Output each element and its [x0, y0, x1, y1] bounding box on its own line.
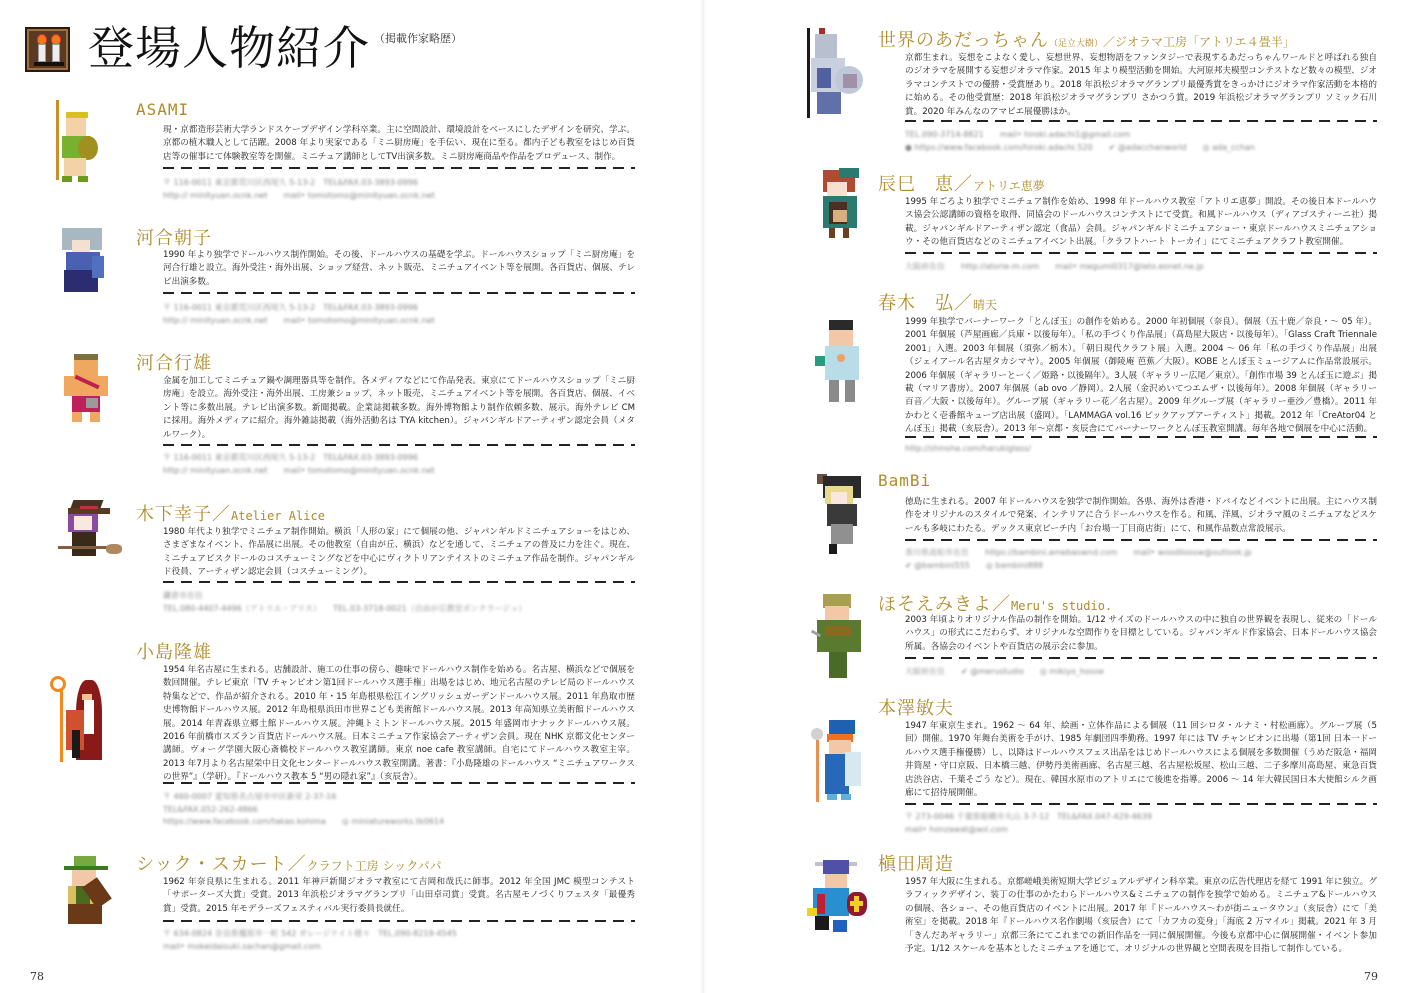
dashed-divider [905, 120, 1377, 122]
knight-pixel-avatar [803, 28, 873, 118]
artist-contact [163, 452, 435, 477]
right-page [703, 0, 1406, 993]
artist-contact [905, 547, 1252, 572]
artist-name-line [136, 500, 325, 526]
artist-contact [163, 590, 526, 615]
flame-icon [38, 35, 46, 44]
studio-name: クラフト工房 シックパパ [306, 859, 442, 873]
contact-line: 〒 116-0011 東京都荒川区西尾久 5-13-2 TEL&FAX.03-3893-0996 [163, 453, 418, 462]
page-number-right: 79 [1364, 970, 1378, 983]
contact-line: ● https://www.facebook.com/hiroki.adachi.520 ✔ @adacchanworld ◎ ada_cchan [905, 142, 1255, 152]
artist-name: 小島隆雄 [136, 642, 212, 663]
contact-line: 〒 460-0007 愛知県名古屋市中区新栄 2-37-16 [163, 792, 337, 801]
dashed-divider [905, 436, 1377, 438]
candle-icon [38, 44, 46, 62]
artist-bio: 金属を加工してミニチュア鍋や調理器具等を制作。各メディアなどにて作品発表。東京にてドールハウスショップ「ミニ厨房庵」を設立。海外受注・海外出展、工房兼ショップ、ネット販売、ミニチュアイベント等を展開。各百貨店、個展、イベント等に多数出展。テレビ出演多数。新聞掲載。企業誌掲載多数。海外博物館より制作依頼多数、展示。海外テレビ CM に採用。海外メディアに紹介。海外雑誌掲載（海外活動名は TYA kitchen）。ジャパンギルドアーティザン認定会員（メタルワーク）。 [163, 376, 635, 440]
artist-name: 本澤敏夫 [878, 698, 954, 719]
contact-line: 〒 273-0046 千葉県船橋市丸山 3-7-12 TEL&FAX.047-429-4639 [905, 812, 1152, 821]
artist-name-line [136, 224, 212, 250]
dashed-divider [163, 167, 635, 169]
artist-bio: 1990 年より独学でドールハウス制作開始。その後、ドールハウスの基礎を学ぶ。ドールハウスショップ「ミニ厨房庵」を河合行雄と設立。海外受注・海外出展、ショップ経営、ネット販売、ミニチュアイベント等を展開。各百貨店、個展、テレビ出演多数。 [163, 250, 635, 287]
page-number-left: 78 [30, 970, 44, 983]
elf-pixel-avatar [811, 592, 881, 682]
studio-name: Meru's studio. [1011, 599, 1113, 613]
artist-name-line [878, 694, 954, 720]
contact-line: 鎌倉市在住 [163, 591, 203, 600]
contact-line: TEL.080-4407-4496（アトリエ・アリス） TEL.03-3718-0021（自由が丘教室ボンクラージュ） [163, 603, 527, 613]
artist-name-line [878, 471, 931, 490]
artist-name-line [878, 289, 997, 315]
dashed-divider [163, 444, 635, 446]
artist-bio: 1980 年代より独学でミニチュア制作開始。横浜「人形の家」にて個展の他、ジャパンギルドミニチュアショーをはじめ、さまざまなイベント、作品展に出展。その他教室（自由が丘、横浜）などを通して、ミニチュアの普及に力を注ぐ。現在、ミニチュアビスクドールのコスチューミングなどを中心にヴィクトリアンテイストのミニチュア作品を制作。ジャパンギルド役員、アーティザン認定会員（コスチューミング）。 [163, 527, 635, 578]
flame-icon [52, 35, 60, 44]
candle-icon [52, 44, 60, 62]
contact-line: http:// minityuan.ocnk.net mail• tomotomo@minityuan.ocnk.net [163, 465, 435, 475]
artist-name: 辰巳 恵／ [878, 174, 973, 195]
artist-name: 世界のあだっちゃん [878, 30, 1049, 51]
contact-line: https://www.facebook.com/takao.kohima ◎ miniatureworks.tk0614 [163, 817, 445, 826]
artist-name: 河合朝子 [136, 228, 212, 249]
fighter-pixel-avatar [62, 354, 132, 444]
artist-name: シック・スカート／ [136, 854, 307, 875]
artist-contact [905, 811, 1152, 836]
studio-name: 晴天 [973, 298, 998, 312]
priest-pixel-avatar [811, 720, 881, 810]
artist-bio: 1995 年ごろより独学でミニチュア制作を始め、1998 年ドールハウス教室「アトリエ恵夢」開設。その後日本ドールハウス協会公認講師の資格を取得、同協会のドールハウスコンテストにて受賞。和風ドールハウス（ディアゴスティーニ社）掲載。ジャパンギルドアーティザン認定（食品）会員。ジャパンギルドミニチュアショー・東京ドールハウスミニチュアショウ・その他百貨店などのミニチュアイベント出展。「クラフトハート トーカイ」にてミニチュアクラフト教室開催。 [905, 197, 1377, 248]
artist-contact [163, 791, 444, 829]
dashed-divider [905, 803, 1377, 805]
page-title: 登場人物紹介 [88, 21, 370, 75]
contact-line: TEL&FAX.052-262-4866 [163, 804, 258, 814]
dashed-divider [905, 657, 1377, 659]
artist-name: ASAMI [136, 100, 190, 119]
artist-bio: 2003 年頃よりオリジナル作品の制作を開始。1/12 サイズのドールハウスの中に独自の世界観を表現し、従来の「ドールハウス」の形式にこだわらず、オリジナルな空間作りを目標としている。ジャパンギルド作家協会、日本ドールハウス協会所属。各協会のイベントや百貨店の展示会に参加。 [905, 615, 1377, 652]
adventurer-girl-pixel-avatar [811, 168, 881, 258]
studio-name: ／ジオラマ工房「アトリエ４畳半」 [1103, 35, 1295, 49]
artist-bio: 1962 年奈良県に生まれる。2011 年神戸新聞ジオラマ教室にて吉岡和哉氏に師事。2012 年全国 JMC 模型コンテスト「サポーターズ大賞」受賞。2013 年浜松ジオラマグランプリ「山田卓司賞」受賞。名古屋モノづくりフェスタ「最優秀賞」受賞。2015 年モデラーズフェスティバル実行委員長就任。 [163, 877, 635, 914]
contact-line: TEL.090-3714-8821 mail• hiroki.adachi1@gmail.com [905, 130, 1131, 139]
artist-name: BamBi [878, 471, 932, 490]
contact-line: 〒 116-0011 東京都荒川区西尾久 5-13-2 TEL&FAX.03-3893-0996 [163, 178, 418, 187]
artist-name-line [878, 26, 1295, 52]
artist-name: 春木 弘／ [878, 293, 973, 314]
artist-bio: 徳島に生まれる。2007 年ドールハウスを独学で制作開始。各県、海外は香港・ドバイなどイベントに出展。主にハウス制作をオリジナルのスタイルで発案、インテリアに合うドールハウスを作る。和風、洋風、ジオラマ風のミニチュアなどスケールも多岐にわたる。デックス東京ビーチ内「お台場一丁目商店街」にて、和風作品数点常設展示。 [905, 497, 1377, 534]
artist-name-line [878, 850, 954, 876]
artist-bio: 現・京都造形芸術大学ランドスケープデザイン学科卒業。主に空間設計、環境設計をベースにしたデザインを研究、学ぶ。京都の植木職人として活躍。2008 年より実家である「ミニ厨房庵」を手伝い、現在に至る。都内子ども教室をはじめ百貨店等の催事にて体験教室等を開催。ミニチュア講師としてTV出演多数。ミニ厨房庵商品や作品をプロデュース、制作。 [163, 125, 635, 162]
artist-real-name: （足立大樹） [1049, 39, 1104, 49]
mage-girl-pixel-avatar [52, 226, 122, 316]
studio-name: アトリエ恵夢 [973, 179, 1045, 193]
blonde-girl-pixel-avatar [815, 472, 885, 562]
contact-line: 〒 116-0011 東京都荒川区西尾久 5-13-2 TEL&FAX.03-3893-0996 [163, 303, 418, 312]
artist-name: 河合行雄 [136, 353, 212, 374]
artist-contact [163, 177, 435, 202]
contact-line: 〒 634-0824 奈良県橿原市一町 542 ガレージケイト様々 TEL.090-8219-4545 [163, 929, 457, 938]
witch-pixel-avatar [54, 500, 124, 590]
studio-name: Atelier Alice [231, 509, 325, 523]
dashed-divider [163, 782, 635, 784]
artist-name-line [136, 850, 442, 876]
artist-contact [163, 928, 457, 953]
contact-line: ✔ @bambini555 ◎ bambini888 [905, 560, 1044, 570]
contact-line: http:// minityuan.ocnk.net mail• tomotomo@minityuan.ocnk.net [163, 190, 435, 200]
artist-contact [905, 666, 1104, 679]
artist-bio: 京都生まれ。妄想をこよなく愛し、妄想世界、妄想物語をファンタジーで表現するあだっちゃんワールドと呼ばれる独自のジオラマを展開する妄想ジオラマ作家。2015 年より模型活動を開始。大河原邦夫模型コンテストなど数々の模型、ジオラマコンテストでの優勝・受賞歴あり。2018 年浜松ジオラマグランプリ最優秀賞をきっかけにジオラマ作家活動を本格的に始める。その他受賞歴：2018 年浜松ジオラマグランプリ さかつう賞。2019 年浜松ジオラマグランプリ ソミック石川賞。2020 年みんなのアマビエ展優勝ほか。 [905, 53, 1377, 117]
artist-name-line [136, 100, 189, 119]
dashed-divider [905, 539, 1377, 541]
artist-name: ほそえみきよ／ [878, 594, 1011, 615]
artist-name-line [136, 349, 212, 375]
contact-line: http:// minityuan.ocnk.net mail• tomotomo@minityuan.ocnk.net [163, 315, 435, 325]
artist-name: 木下幸子／ [136, 504, 231, 525]
contact-line: http://shinsha.com/harukiglass/ [905, 444, 1031, 453]
dashed-divider [163, 292, 635, 294]
artist-name: 槇田周造 [878, 854, 954, 875]
artist-contact [905, 129, 1255, 154]
artist-bio: 1954 年名古屋に生まれる。店舗設計、施工の仕事の傍ら、趣味でドールハウス制作を始める。名古屋、横浜などで個展を数回開催。テレビ東京「TV チャンピオン第1回ドールハウス選手権」出場をはじめ、地元名古屋のテレビ局のドールハウス特集などで、作品が紹介される。2010 年・15 年島根県松江イングリッシュガーデンドールハウス展。2011 年鳥取市歴史博物館ドールハウス展。2012 年島根県浜田市世界こども美術館ドールハウス展。2013 年高知県立美術館ドールハウス展。2014 年青森県立郷土館ドールハウス展。沖縄トミトンドールハウス展。2015 年盛岡市ナナックドールハウス展。2016 年前橋市スズラン百貨店ドールハウス展。日本ミニチュア作家協会アーティザン会員。現在 NHK 京都文化センター講師。ヴォーグ学園大阪心斎橋校ドールハウス教室講師。東京 noe cafe 教室講師。自宅にてドールハウス教室主宰。2013 年7月より名古屋栄中日文化センタードールハウス教室開講。著書：『小島隆雄のドールハウス “ミニチュアワークスの世界”』（学研）。『ドールハウス教本 5 “男の隠れ家”』（亥辰舎）。 [163, 665, 635, 783]
contact-line: 大阪府在住 ✔ @merustudio ◎ mikiyo_hosoe [905, 667, 1104, 676]
artist-name-line [878, 170, 1045, 196]
contact-line: mail• mokeidaisuki.sachan@gmail.com [163, 941, 321, 951]
candles-icon [25, 27, 70, 72]
contact-line: 香川県高松市在住 https://bambini.amebaownd.com mail• woodlioosw@outlook.jp [905, 548, 1252, 557]
dashed-divider [163, 581, 635, 583]
page-subtitle: （掲載作家略歴） [374, 32, 462, 45]
page-header [25, 21, 462, 75]
wizard-pixel-avatar [46, 674, 116, 770]
artist-name-line [136, 638, 212, 664]
artist-contact [163, 302, 435, 327]
artist-name-line [878, 590, 1112, 616]
warrior-girl-pixel-avatar [48, 100, 118, 190]
contact-line: mail• honzawat@aol.com [905, 824, 1008, 834]
ranger-pixel-avatar [58, 856, 128, 946]
artist-contact [905, 443, 1031, 456]
artist-bio: 1999 年独学でバーナーワーク「とんぼ玉」の創作を始める。2000 年初個展（奈良）。個展（五十鹿／奈良・～ 05 年）。2001 年個展（芦屋画廊／兵庫・以後毎年）。「私の手づくり作品展」（髙島屋大阪店・以後毎年）。「Glass Craft Triennale 2001」入選。2003 年個展（須弥／栃木）。「朝日現代クラフト展」入選。2004 ～ 06 年「私の手づくり作品展」出展（ジェイアール名古屋タカシマヤ）。2005 年個展（御陵庵 芭蕉／大阪）。KOBE とんぼ玉ミュージアムに作品常設展示。2006 年個展（ギャラリーとーく／姫路・以後隔年）。3人展（ギャラリー広尾／東京）。「創作市場 39 とんぼ玉に遊ぶ」掲載（マリア書房）。2007 年個展（ab ovo ／静岡）。2人展（金沢めいてつエムザ・以後毎年）。2008 年個展（ギャラリー百音／大阪・以後毎年）。グループ展（ギャラリー花／名古屋）。2009 年グループ展（ギャラリー亜沙／豊橋）。2011 年かわとく壱番館キューブ店出展（盛岡）。「LAMMAGA vol.16 ピックアップアーティスト」掲載。2012 年「CreAtor04 とんぼ玉」掲載（亥辰舎）。2013 年～京都・亥辰舎にてバーナーワークとんぼ玉教室開講。毎年各地で個展を中心に活動。 [905, 317, 1377, 435]
candle-base [34, 62, 64, 66]
hero-pixel-avatar [807, 860, 877, 950]
contact-line: 大阪府在住 http://atorie-m.com mail• megumi0317@lato.eonet.ne.jp [905, 262, 1204, 271]
scientist-pixel-avatar [811, 318, 881, 408]
artist-bio: 1957 年大阪に生まれる。京都嵯峨美術短期大学ビジュアルデザイン科卒業。東京の広告代理店を経て 1991 年に独立。グラフィックデザイン、装丁の仕事のかたわらドールハウス&ミニチュアの制作を独学で始める。ミニチュア&ドールハウスの個展、各ショー、その他百貨店のイベントに出展。2017 年『ドールハウス～わが街ニュータウン』（亥辰舎）にて「美術室」を掲載。2018 年『ドールハウス名作劇場（亥辰舎）にて「カフカの変身」「海底 2 万マイル」掲載。2021 年 3 月「きんだあギャラリー」京都三条にてこれまでの新旧作品を一同に個展開催。今後も京都中心に個展開催・イベント参加予定。1/12 スケールを基本としたミニチュアを通じて、オリジナルの世界観と空間表現を目指して制作している。 [905, 877, 1377, 955]
dashed-divider [905, 252, 1377, 254]
artist-contact [905, 261, 1204, 274]
artist-bio: 1947 年東京生まれ。1962 ～ 64 年、絵画・立体作品による個展（11 回シロタ・ルナミ・村松画廊）。グループ展（5 回）開催。1970 年舞台美術を手がけ、1985 年劇団四季勤務。1997 年には TV チャンピオンに出場（第1回 日本一ドールハウス選手権優勝）し、以降はドールハウスフェス出品をはじめドールハウスによる個展を多数開催（うめだ阪急・福岡井筒屋・守口京阪、日本橋三越、伊勢丹美術画廊、名古屋三越、名古屋松坂屋、松山三越、二子多摩川髙島屋、東急百貨店渋谷店、千葉そごう など）。現在、韓国水原市のアトリエにて後進を指導。2006 ～ 14 年大韓民国日本大使館シルク画廊にて招待展開催。 [905, 721, 1377, 799]
dashed-divider [163, 920, 635, 922]
